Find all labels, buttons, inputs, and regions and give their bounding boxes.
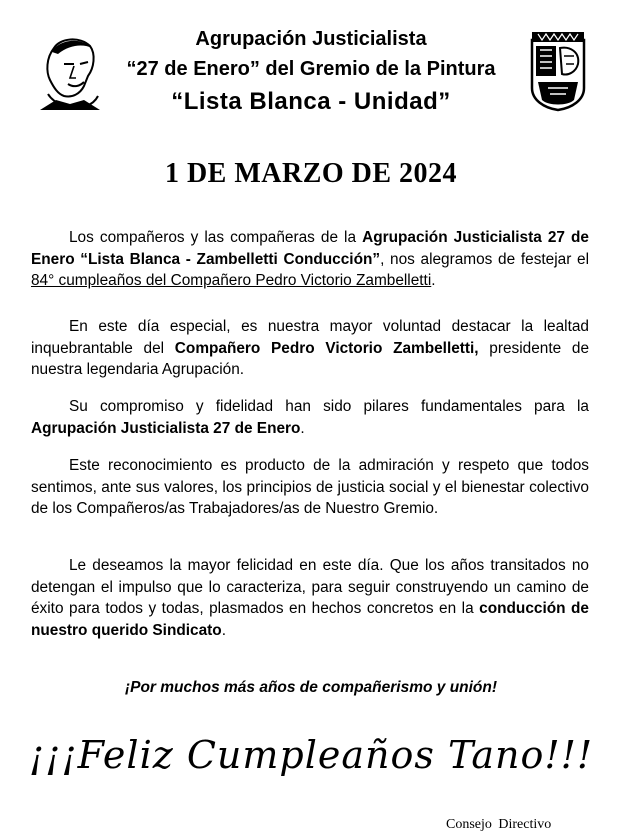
paragraph-1-end: . — [431, 272, 436, 289]
paragraph-1-middle: , nos alegramos de festejar el — [380, 250, 589, 268]
paragraph-4-text: Este reconocimiento es producto de la admiración y respeto que todos sentimos, ante sus valores, los principios de justicia social y el bienestar colectivo de los Compañeros/as Trabajadores/as de Nuestro Gremio. — [31, 457, 589, 517]
union-emblem-icon — [528, 30, 588, 112]
birthday-greeting: ¡¡¡Feliz Cumpleaños Tano!!! — [28, 733, 594, 777]
paragraph-2-end: presidente de nuestra legendaria Agrupación. — [31, 339, 589, 378]
paragraph-5-end: . — [221, 621, 226, 639]
org-title-line3: “Lista Blanca - Unidad” — [171, 88, 451, 115]
letterhead — [0, 0, 622, 130]
paragraph-1-org-name: Agrupación Justicialista 27 de Enero “Lista Blanca - Zambelletti Conducción” — [31, 229, 589, 268]
paragraph-4 — [31, 455, 589, 520]
paragraph-1-intro: Los compañeros y las compañeras de la — [69, 229, 363, 246]
paragraph-1 — [31, 227, 589, 292]
paragraph-2 — [31, 316, 589, 381]
paragraph-5-emphasis: conducción de nuestro querido Sindicato — [31, 600, 589, 639]
paragraph-3 — [31, 396, 589, 439]
paragraph-3-intro: Su compromiso y fidelidad han sido pilares fundamentales para la — [69, 398, 589, 415]
paragraph-2-name: Compañero Pedro Victorio Zambelletti, — [174, 339, 479, 357]
paragraph-5-intro: Le deseamos la mayor felicidad en este día. Que los años transitados no detengan el impulso que lo caracteriza, para seguir construyendo un camino de éxito para todos y todas, plasmados en hechos concretos en la — [31, 557, 589, 617]
slogan: ¡Por muchos más años de compañerismo y unión! — [124, 679, 498, 696]
paragraph-2-intro: En este día especial, es nuestra mayor voluntad destacar la lealtad inquebrantable del — [31, 318, 589, 357]
paragraph-1-birthday: 84° cumpleaños del Compañero Pedro Victorio Zambelletti — [31, 272, 432, 289]
signature: Consejo Directivo — [446, 817, 552, 832]
document-date: 1 DE MARZO DE 2024 — [164, 158, 458, 189]
org-title-line2: “27 de Enero” del Gremio de la Pintura — [126, 58, 496, 80]
paragraph-3-end: . — [300, 419, 305, 437]
paragraph-5 — [31, 555, 589, 641]
org-title-line1: Agrupación Justicialista — [195, 28, 427, 50]
paragraph-3-org-name: Agrupación Justicialista 27 de Enero — [31, 419, 301, 437]
